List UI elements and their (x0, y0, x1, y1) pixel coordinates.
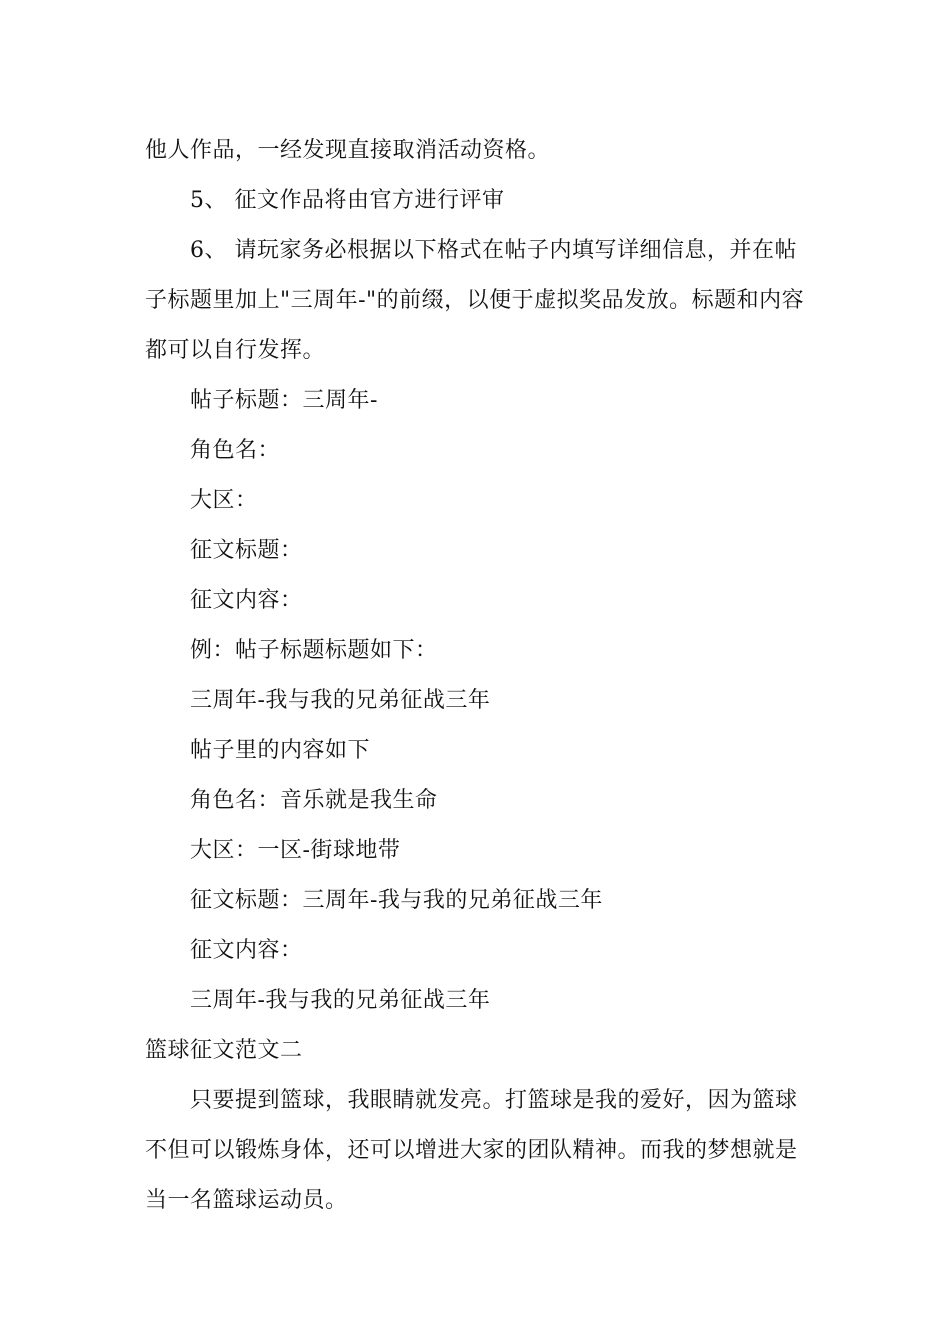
example-character-name: 角色名：音乐就是我生命 (190, 788, 438, 813)
example-region: 大区：一区-街球地带 (190, 838, 401, 863)
essay-line-1: 只要提到篮球，我眼睛就发亮。打篮球是我的爱好，因为篮球 (190, 1088, 798, 1113)
example-essay-content: 三周年-我与我的兄弟征战三年 (190, 988, 491, 1013)
example-content-heading: 帖子里的内容如下 (190, 738, 371, 763)
rule-6-line-1: 6、 请玩家务必根据以下格式在帖子内填写详细信息，并在帖 (190, 238, 797, 263)
example-heading: 例：帖子标题标题如下： (190, 638, 438, 663)
rule-6-line-2: 子标题里加上"三周年-"的前缀，以便于虚拟奖品发放。标题和内容 (145, 288, 805, 313)
rule-6-line-3: 都可以自行发挥。 (145, 338, 326, 363)
form-character-name: 角色名： (190, 438, 281, 463)
form-essay-content: 征文内容： (190, 588, 303, 613)
form-region: 大区： (190, 488, 258, 513)
form-essay-title: 征文标题： (190, 538, 303, 563)
essay-line-2: 不但可以锻炼身体，还可以增进大家的团队精神。而我的梦想就是 (145, 1138, 798, 1163)
paragraph-line: 他人作品，一经发现直接取消活动资格。 (145, 138, 551, 163)
example-post-title: 三周年-我与我的兄弟征战三年 (190, 688, 491, 713)
example-essay-title: 征文标题：三周年-我与我的兄弟征战三年 (190, 888, 603, 913)
section-heading: 篮球征文范文二 (145, 1038, 303, 1063)
form-post-title: 帖子标题：三周年- (190, 388, 378, 413)
example-essay-content-label: 征文内容： (190, 938, 303, 963)
essay-line-3: 当一名篮球运动员。 (145, 1188, 348, 1213)
rule-5: 5、 征文作品将由官方进行评审 (190, 188, 505, 213)
